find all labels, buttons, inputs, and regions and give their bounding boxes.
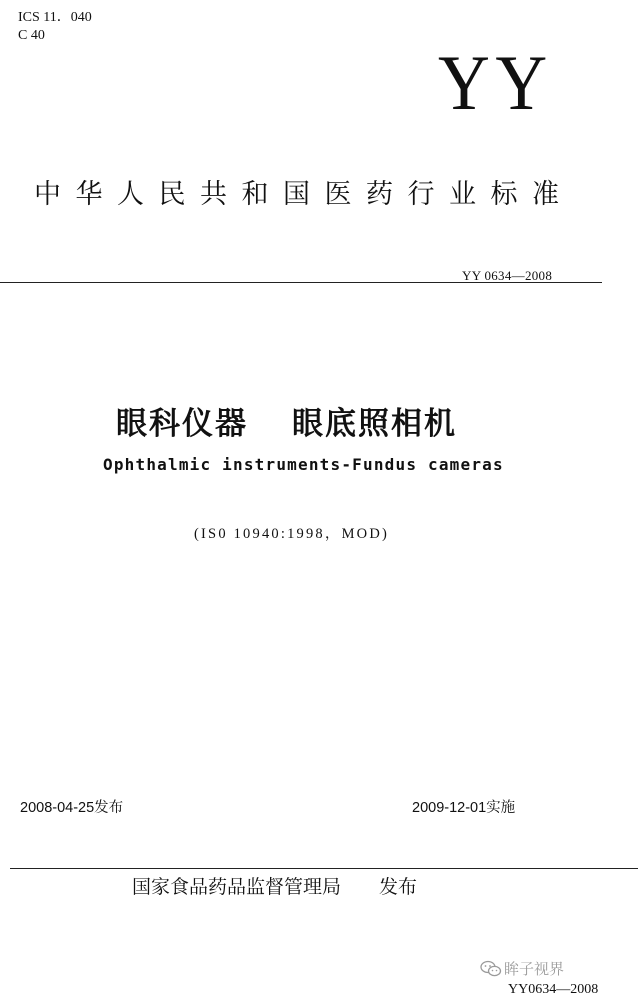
watermark-text: 眸子视界: [504, 960, 565, 978]
publisher-name: 国家食品药品监督管理局: [132, 876, 342, 898]
standard-number: YY 0634—2008: [462, 268, 553, 283]
bottom-divider: [10, 868, 638, 869]
ics-code: ICS 11．040: [18, 10, 92, 25]
chinese-title: [116, 398, 457, 443]
classification-code: C 40: [18, 28, 45, 43]
footer-standard-number: YY0634—2008: [508, 982, 599, 997]
organization-title: 中华人民共和国医药行业标准: [34, 179, 574, 210]
yy-logo: YY: [438, 39, 553, 126]
chinese-title-part2: 眼底照相机: [292, 406, 457, 442]
english-title: Ophthalmic instruments-Fundus cameras: [103, 455, 504, 474]
top-divider: [0, 282, 602, 283]
implementation-date: 2009-12-01实施: [412, 800, 516, 816]
iso-reference: (IS0 10940:1998，MOD): [194, 526, 390, 542]
publisher-line: [132, 872, 417, 899]
chinese-title-part1: 眼科仪器: [116, 406, 248, 442]
issue-date: 2008-04-25发布: [20, 800, 124, 816]
wechat-icon: [480, 960, 502, 978]
publisher-action: 发布: [379, 876, 418, 898]
